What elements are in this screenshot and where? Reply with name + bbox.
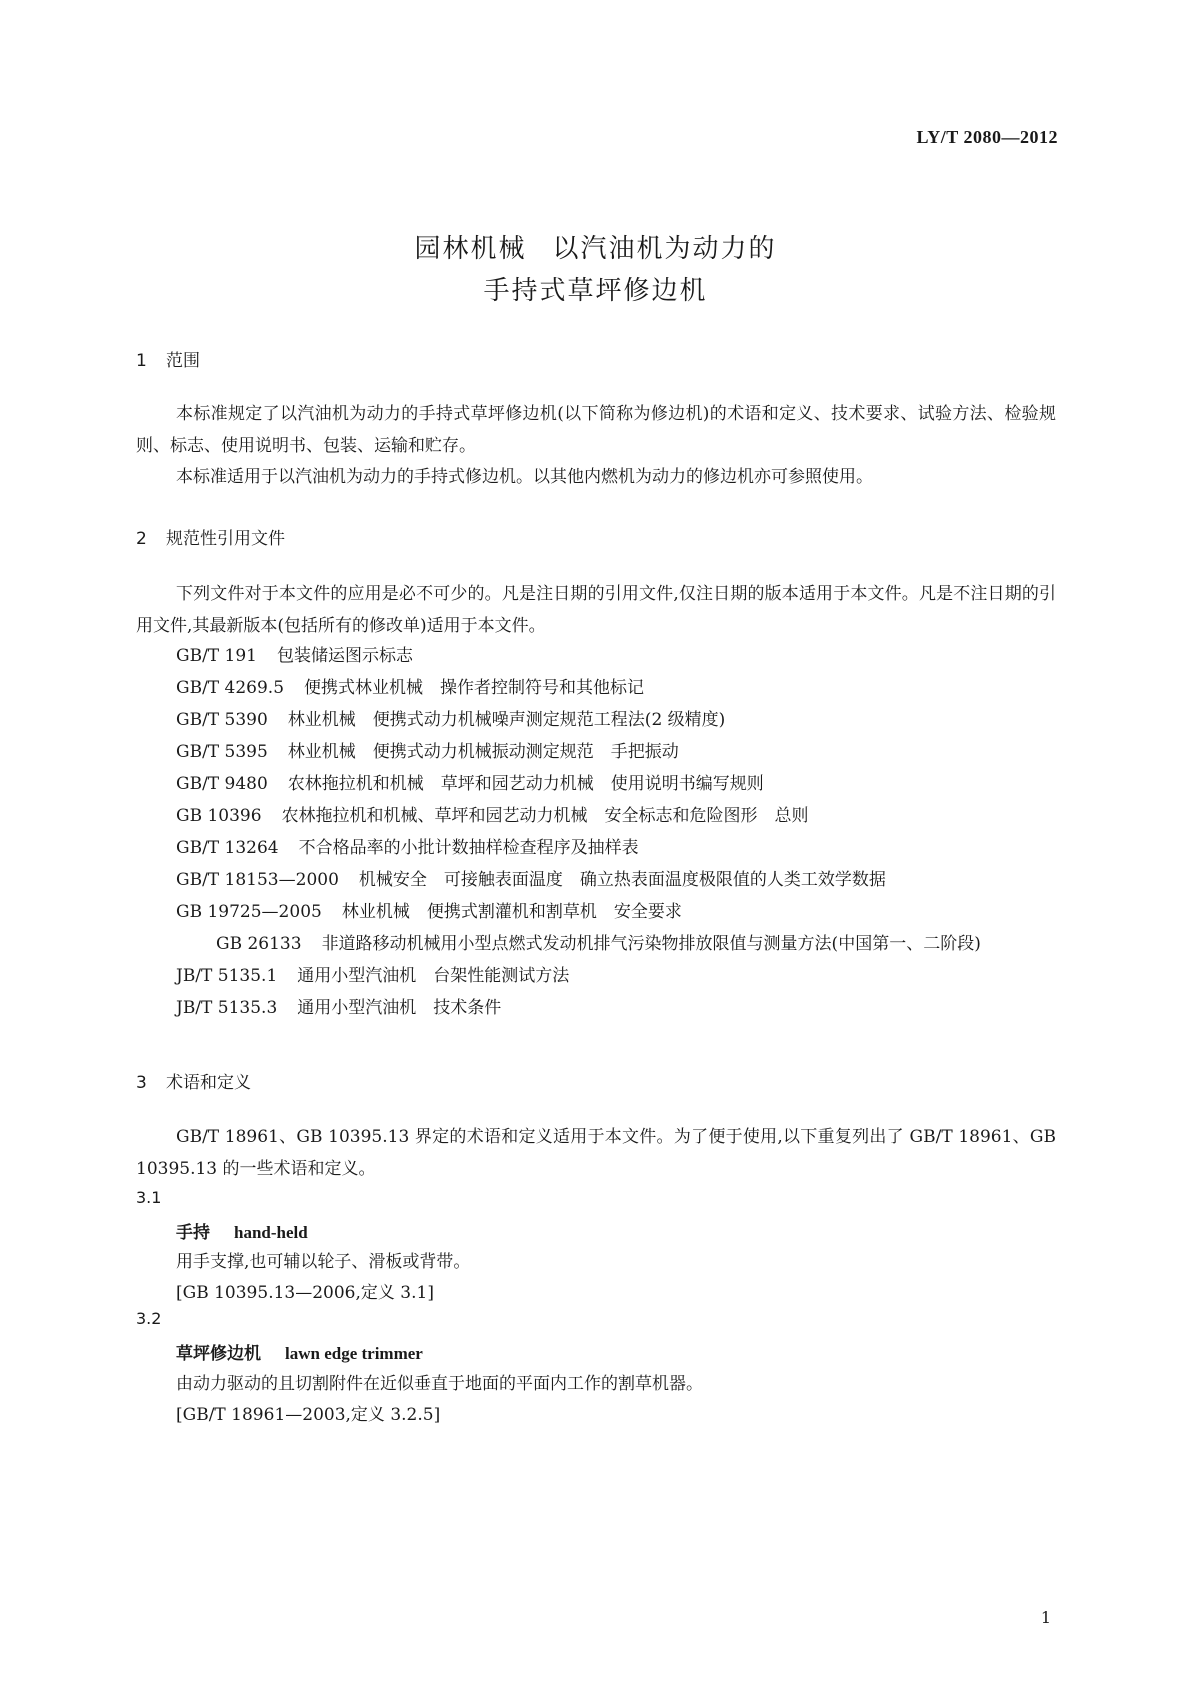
term-en: hand-held	[234, 1223, 308, 1242]
section-2-number: 2	[136, 529, 147, 549]
reference-item: GB 26133 非道路移动机械用小型点燃式发动机排气污染物排放限值与测量方法(中国第一、二阶段)	[216, 934, 981, 954]
reference-item: GB/T 13264 不合格品率的小批计数抽样检查程序及抽样表	[176, 838, 639, 858]
term-source: [GB 10395.13—2006,定义 3.1]	[176, 1283, 434, 1303]
reference-item: JB/T 5135.1 通用小型汽油机 台架性能测试方法	[176, 966, 570, 986]
section-2-intro: 下列文件对于本文件的应用是必不可少的。凡是注日期的引用文件,仅注日期的版本适用于本文件。凡是不注日期的引用文件,其最新版本(包括所有的修改单)适用于本文件。	[136, 584, 1056, 636]
term-en: lawn edge trimmer	[285, 1344, 423, 1363]
section-1-paragraph-1: 本标准规定了以汽油机为动力的手持式草坪修边机(以下简称为修边机)的术语和定义、技术要求、试验方法、检验规则、标志、使用说明书、包装、运输和贮存。	[136, 404, 1056, 456]
reference-item: GB/T 5390 林业机械 便携式动力机械噪声测定规范工程法(2 级精度)	[176, 710, 726, 730]
term-number: 3.1	[136, 1188, 162, 1207]
reference-item: JB/T 5135.3 通用小型汽油机 技术条件	[176, 998, 502, 1018]
term-definition: 由动力驱动的且切割附件在近似垂直于地面的平面内工作的割草机器。	[176, 1374, 703, 1394]
section-2-heading	[136, 524, 285, 549]
reference-list	[136, 640, 1056, 1024]
reference-item: GB 19725—2005 林业机械 便携式割灌机和割草机 安全要求	[176, 902, 682, 922]
term-zh: 手持	[176, 1223, 210, 1243]
document-title-line1	[0, 228, 1191, 265]
term-heading	[176, 1218, 308, 1243]
term-number: 3.2	[136, 1309, 162, 1328]
page-number: 1	[1040, 1608, 1051, 1627]
reference-item: GB/T 4269.5 便携式林业机械 操作者控制符号和其他标记	[176, 678, 645, 698]
term-heading	[176, 1339, 423, 1364]
title-part-a: 园林机械	[414, 234, 527, 264]
section-1-heading	[136, 346, 200, 371]
section-3-title: 术语和定义	[166, 1073, 251, 1093]
section-1-title: 范围	[166, 351, 200, 371]
section-2-title: 规范性引用文件	[166, 529, 285, 549]
section-3-number: 3	[136, 1073, 147, 1093]
section-3-intro: GB/T 18961、GB 10395.13 界定的术语和定义适用于本文件。为了便于使用,以下重复列出了 GB/T 18961、GB 10395.13 的一些术语和定义。	[136, 1127, 1056, 1179]
reference-item: GB/T 5395 林业机械 便携式动力机械振动测定规范 手把振动	[176, 742, 679, 762]
term-definition: 用手支撑,也可辅以轮子、滑板或背带。	[176, 1252, 471, 1272]
term-source: [GB/T 18961—2003,定义 3.2.5]	[176, 1405, 441, 1425]
document-title-line2: 手持式草坪修边机	[483, 276, 708, 306]
section-1-number: 1	[136, 351, 147, 371]
section-3-heading	[136, 1068, 251, 1093]
reference-item: GB/T 18153—2000 机械安全 可接触表面温度 确立热表面温度极限值的人类工效学数据	[176, 870, 886, 890]
term-zh: 草坪修边机	[176, 1344, 261, 1364]
section-1-paragraph-2: 本标准适用于以汽油机为动力的手持式修边机。以其他内燃机为动力的修边机亦可参照使用。	[176, 467, 873, 487]
reference-item: GB/T 191 包装储运图示标志	[176, 646, 413, 666]
title-part-b: 以汽油机为动力的	[552, 234, 777, 264]
standard-code: LY/T 2080—2012	[916, 127, 1058, 147]
reference-item: GB 10396 农林拖拉机和机械、草坪和园艺动力机械 安全标志和危险图形 总则	[176, 806, 809, 826]
reference-item: GB/T 9480 农林拖拉机和机械 草坪和园艺动力机械 使用说明书编写规则	[176, 774, 764, 794]
